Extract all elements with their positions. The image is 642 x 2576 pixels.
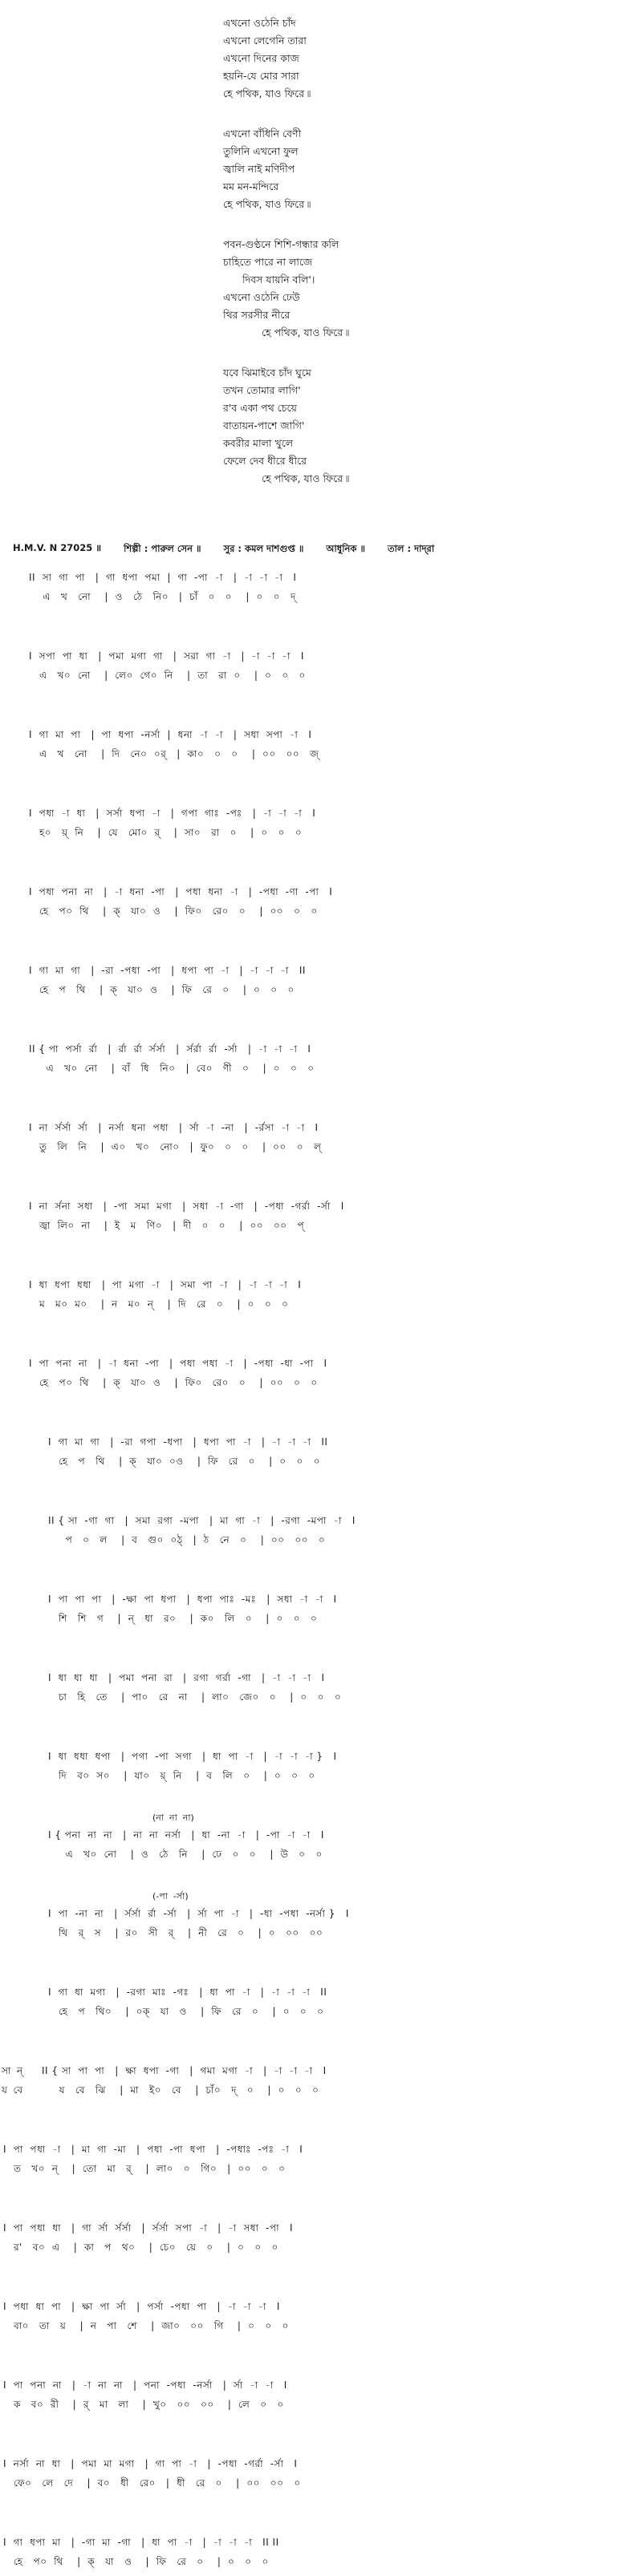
lyrics-line: হে পথিক, যাও ফিরে ৷৷ [262, 472, 350, 484]
notation-row [0, 1891, 642, 1947]
swar-line: I পধা ধা পা | ক্ষা পা র্সা | পর্সা -পধা পা | -া -া -া I [3, 2301, 280, 2312]
bani-line: ম ম০ ম০ | ন ম০ ন্ | দি রে ০ | ০ ০ ০ [29, 1298, 289, 1310]
lyrics-line: তখন তোমার লাগি' [223, 384, 301, 396]
notation-row [0, 807, 642, 847]
lyrics-line: হে পথিক, যাও ফিরে ৷৷ [223, 87, 311, 99]
bani-line: চা হি তে | পা০ রে না | লা০ জে০ ০ | ০ ০ ০ [48, 1691, 342, 1703]
lyrics-line: দিবস যায়নি বলি'। [242, 273, 315, 286]
bani-line: হে প০ থি | ক্ যা ও | ফি রে ০ | ০ ০ ০ [3, 2556, 269, 2567]
lyrics-line: র'ব একা পথ চেয়ে [223, 402, 297, 414]
notation-row [0, 1813, 642, 1869]
swar-line: I পা পনা না | -া না না | পনা -পধা -নর্সা | র্সা -া -া I [3, 2380, 287, 2391]
singer: শিল্পী : পারুল সেন ॥ [124, 543, 201, 554]
lyrics-line: তুলিনি এখনো ফুল [223, 145, 299, 157]
genre: আধুনিক ॥ [326, 543, 365, 554]
swar-line: I ধা ধা ধা | পমা পনা রা | রগা গর্রা -গা | -া -া -া I [48, 1672, 325, 1683]
notation-row [0, 1436, 642, 1476]
lyrics-block [223, 14, 560, 510]
notation-row [0, 2379, 642, 2419]
lyrics-line: পবন-গুণ্ঠনে শিশি-গন্ধার কলি [223, 238, 339, 250]
bani-line: হে প থি | ক্ যা০ ও | ফি রে ০ | ০ ০ ০ [29, 984, 295, 995]
bani-line: এ খ নো | দি নে০ ০র্ | কা০ ০ ০ | ০০ ০০ জ্ [29, 748, 319, 759]
swar-line: I গা মা গা | -রা গপা -ধপা | ধপা পা -া | -া -া -া II [48, 1436, 328, 1448]
lyrics-line: এখনো ওঠেনি চাঁদ [223, 17, 296, 29]
lyrics-line: হে পথিক, যাও ফিরে ৷৷ [262, 326, 350, 338]
lyrics-line: মম মন-মন্দিরে [223, 180, 279, 192]
taal: তাল : দাদ্‌রা [387, 543, 435, 554]
swar-line: I না র্সর্সা র্সা | নর্সা ধনা পধা | র্সা -া -না | -র্রসা -া -া I [29, 1122, 319, 1133]
bani-line: প ০ ল | ব গু০ ০ঠ্ | ঠ নে ০ | ০০ ০০ ০ [48, 1534, 326, 1545]
lyrics-line: হে পথিক, যাও ফিরে ৷৷ [223, 198, 311, 210]
bani-line: এ খ০ নো | লে০ গে০ নি | তা রা ০ | ০ ০ ০ [29, 670, 306, 681]
swar-line: I পা -না না | র্সর্সা র্রা -র্সা | র্সা পা -া | -ধা -পধা -নর্সা } I [48, 1908, 349, 1919]
swar-line: I গা মা পা | পা ধপা -নর্সা | ধনা -া -া | সধা সপা -া I [29, 729, 312, 740]
notation-row [0, 728, 642, 768]
lyrics-line: থির সরসীর নীরে [223, 309, 291, 321]
notation-row [0, 1593, 642, 1633]
swar-line: I ধা ধধা ধপা | পগা -পা সগা | ধা পা -া | -া -া -া } I [48, 1751, 337, 1762]
notation-row [0, 964, 642, 1004]
notation-row [0, 885, 642, 925]
bani-line: তু লি নি | এ০ খ০ নো০ | ফু০ ০ ০ | ০০ ০ ল্ [29, 1141, 322, 1152]
lyrics-stanza [223, 364, 560, 488]
lyrics-line: চাহিতে পারে না লাজে [223, 256, 313, 268]
bani-line: হে প থি | ক্ যা০ ০ও | ফি রে ০ | ০ ০ ০ [48, 1456, 321, 1467]
swar-line: I সপা পা ধা | পমা মগা গা | সরা গা -া | -া -া -া I [29, 650, 304, 662]
notation-row [0, 1278, 642, 1318]
notation-row [0, 1200, 642, 1240]
bani-line: র' ব০ এ | কা প থ০ | চে০ য়ে ০ | ০ ০ ০ [3, 2242, 278, 2253]
notation-row [0, 2457, 642, 2497]
lyrics-stanza [223, 236, 560, 342]
notation-prefix-lyric: য বে [2, 2084, 23, 2096]
lyrics-line: এখনো লেগেনি তারা [223, 34, 307, 47]
swar-line: I পা পনা না | -া ধনা -পা | পধা পধা -া | -পধা -ধা -পা I [29, 1358, 327, 1369]
notation-row [0, 2064, 642, 2104]
notation-row [0, 650, 642, 690]
swar-line: I পা পা পা | -ক্ষা পা ধপা | ধপা পাঃ -মঃ | সধা -া -া I [48, 1594, 337, 1605]
song-info [13, 542, 631, 557]
bani-line: হে প০ থি | ক্ যা০ ও | ফি০ রে০ ০ | ০০ ০ ০ [29, 1377, 318, 1388]
lyrics-line: জ্বালি নাই মণিদীপ [223, 163, 295, 175]
swar-line: I { পনা না না | না না নর্সা | ধা -না -া | -পা -া -া I [48, 1829, 324, 1841]
bani-line: এ খ নো | ও ঠে নি০ | চাঁ ০ ০ | ০ ০ দ্ [29, 591, 296, 602]
lyrics-line: বাতায়ন-পাশে জাগি' [223, 419, 305, 431]
lyrics-stanza [223, 125, 560, 213]
bani-line: হে প০ থি | ক্ যা০ ও | ফি০ রে০ ০ | ০০ ০ ০ [29, 905, 318, 917]
bani-line: ফে০ লে দে | ব০ ধী রে০ | ধী রে ০ | ০০ ০০ ০ [3, 2477, 301, 2489]
lyrics-line: কবরীর মালা খুলে [223, 437, 294, 449]
swar-line: I গা ধা মগা | -রগা মাঃ -গঃ | ধা পা -া | -া -া -া II [48, 1987, 327, 1998]
notation-prefix: সা ন্ [2, 2065, 23, 2076]
swar-line: II { পা পর্সা র্রা | র্রা র্রা র্সর্সা | র্সর্রা র্রা -র্সা | -া -া -া I [29, 1043, 311, 1055]
swar-line: I ধা ধপা ধধা | পা মগা -া | সমা পা -া | -া -া -া I [29, 1279, 302, 1290]
bani-line: থি র্ স | র০ সী র্ | নী রে ০ | ০ ০০ ০০ [48, 1927, 323, 1938]
bani-line: শি শি গ | ন্ ধা র০ | ক০ লি ০ | ০ ০ ০ [48, 1613, 318, 1624]
record-number: H.M.V. N 27025 ॥ [13, 542, 102, 553]
lyrics-line: এখনো বাঁধিনি বেণী [223, 128, 302, 140]
swar-line: I পা পধা -া | মা গা -মা | পধা -পা ধপা | -পধাঃ -পঃ -া I [3, 2144, 303, 2155]
swar-line: II সা গা পা | গা ধপা পমা | গা -পা -া | -া -া -া I [29, 572, 297, 583]
lyrics-line: হয়নি-যে মোর সারা [223, 70, 299, 82]
notation-row [0, 1514, 642, 1554]
lyrics-line: এখনো দিনের কাজ [223, 52, 299, 64]
bani-line: জ্বা লি০ না | ই ম ণি০ | দী ০ ০ | ০০ ০০ প্ [29, 1220, 305, 1231]
composer: সুর : কমল দাশগুপ্ত ॥ [223, 543, 304, 554]
bani-line: বা০ তা য় | ন পা শে | জা০ ০০ গি | ০ ০ ০ [3, 2320, 289, 2331]
notation-row [0, 2536, 642, 2576]
bani-line: ক ব০ রী | র্ মা লা | খু০ ০০ ০০ | লে ০ ০ [3, 2399, 284, 2410]
swar-line: I পা পধা ধা | গা র্সা র্সর্সা | র্সর্সা সপা -া | -া সধা -পা I [3, 2222, 294, 2234]
notation-row [0, 571, 642, 611]
bani-line: দি ব০ স০ | যা০ য়্ নি | ব লি ০ | ০ ০ ০ [48, 1770, 315, 1781]
notation-row [0, 1121, 642, 1161]
notation-row [0, 1986, 642, 2026]
swar-line: I নর্সা না ধা | পমা মা মগা | গা পা -া | -পধা -গর্রা -র্সা I [3, 2458, 298, 2469]
notation-variant: (-পা -র্সা) [152, 1891, 189, 1902]
swar-line: I পধা পনা না | -া ধনা -পা | পধা ধনা -া | -পধা -ণা -পা I [29, 886, 333, 897]
swar-line: I না র্সনা সধা | -পা সমা মগা | সধা -া -গা | -পধা -গর্রা -র্সা I [29, 1201, 344, 1212]
notation-row [0, 1750, 642, 1790]
bani-line: হ০ য়্ নি | যে মো০ র্ | সা০ রা ০ | ০ ০ ০ [29, 827, 303, 838]
notation-row [0, 1357, 642, 1397]
notation-row [0, 2143, 642, 2183]
lyrics-line: এখনো ওঠেনি ঢেউ [223, 291, 300, 303]
bani-line: য বে ঝি | মা ই০ বে | চাঁ০ দ্ ০ | ০ ০ ০ [42, 2084, 319, 2096]
swar-line: I পধা -া ধা | সর্সা ধপা -া | গপা গাঃ -পঃ | -া -া -া I [29, 808, 316, 819]
swar-line: I গা ধপা মা | -গা মা -গা | ধা পা -া | -া -া -া II II [3, 2537, 279, 2548]
notation-row [0, 2300, 642, 2340]
lyrics-stanza [223, 14, 560, 103]
notation-variant: (না না না) [152, 1813, 194, 1823]
lyrics-line: ফেলে দেব ধীরে ধীরে [223, 455, 307, 467]
notation-row [0, 2222, 642, 2262]
bani-line: এ খ০ নো | বাঁ ধি নি০ | বে০ ণী ০ | ০ ০ ০ [29, 1063, 315, 1074]
lyrics-line: যবে ঝিমাইবে চাঁদ ঘুমে [223, 367, 311, 379]
notation-row [0, 1671, 642, 1711]
bani-line: এ খ০ নো | ও ঠে নি | ঢে ০ ০ | উ ০ ০ [48, 1849, 323, 1860]
swar-line: I গা মা গা | -রা -পধা -পা | ধপা পা -া | -া -া -া II [29, 965, 306, 976]
notation-row [0, 1043, 642, 1083]
swar-line: II { সা পা পা | ক্ষা ধপা -গা | গমা মগা -া | -া -া -া I [42, 2065, 327, 2076]
swar-line: II { সা -গা গা | সমা রগা -মপা | মা গা -া | -রগা -মপা -া I [48, 1515, 356, 1526]
bani-line: ত খ০ ন্ | তো মা র্ | লা০ ০ গি০ | ০০ ০ ০ [3, 2163, 286, 2174]
bani-line: হে প থি০ | ০ক্ যা ও | ফি রে ০ | ০ ০ ০ [48, 2006, 324, 2017]
